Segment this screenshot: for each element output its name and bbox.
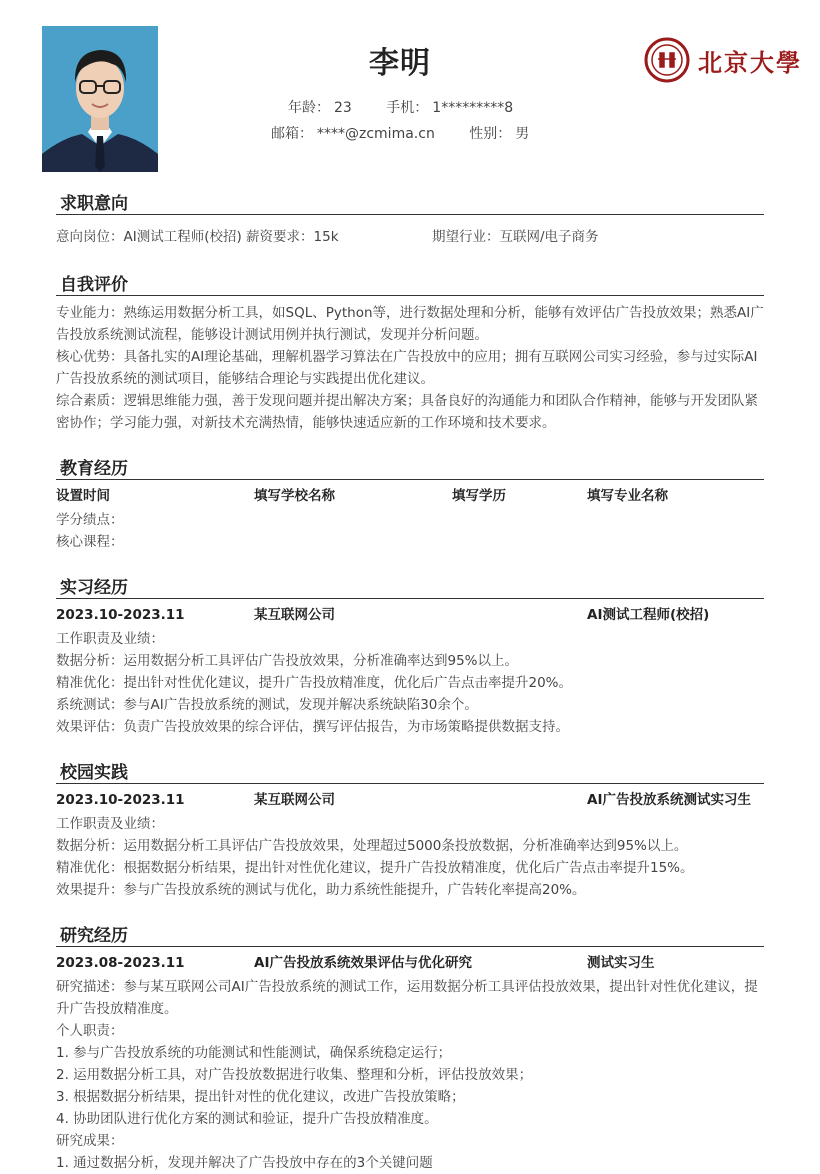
internship-line: 系统测试：参与AI广告投放系统的测试，发现并解决系统缺陷30余个。 bbox=[56, 697, 478, 713]
internship-line: 数据分析：运用数据分析工具评估广告投放效果，分析准确率达到95%以上。 bbox=[56, 653, 519, 669]
age-value: 23 bbox=[334, 100, 352, 116]
internship-role: AI测试工程师(校招) bbox=[587, 607, 710, 623]
gender-label: 性别： bbox=[469, 126, 512, 142]
research-description: 研究描述：参与某互联网公司AI广告投放系统的测试工作，运用数据分析工具评估投放效果，提出针对性优化建议，提升广告投放精准度。 bbox=[56, 979, 758, 1017]
campus-role: AI广告投放系统测试实习生 bbox=[587, 792, 751, 808]
section-title-campus: 校园实践 bbox=[60, 763, 128, 783]
internship-company: 某互联网公司 bbox=[254, 607, 335, 623]
research-line: 个人职责： bbox=[56, 1023, 124, 1039]
internship-line: 精准优化：提出针对性优化建议，提升广告投放精准度，优化后广告点击率提升20%。 bbox=[56, 675, 573, 691]
internship-line: 工作职责及业绩： bbox=[56, 631, 164, 647]
education-courses: 核心课程： bbox=[56, 534, 124, 550]
profile-photo bbox=[42, 26, 158, 172]
phone-value: 1*********8 bbox=[432, 100, 514, 116]
campus-line: 效果提升：参与广告投放系统的测试与优化，助力系统性能提升，广告转化率提高20%。 bbox=[56, 882, 586, 898]
job-industry-line: 期望行业：互联网/电子商务 bbox=[432, 229, 599, 245]
section-divider bbox=[56, 295, 764, 296]
research-line: 4. 协助团队进行优化方案的测试和验证，提升广告投放精准度。 bbox=[56, 1111, 438, 1127]
research-line: 3. 根据数据分析结果，提出针对性的优化建议，改进广告投放策略； bbox=[56, 1089, 465, 1105]
self-eval-paragraph: 综合素质：逻辑思维能力强，善于发现问题并提出解决方案；具备良好的沟通能力和团队合作精神，能够与开发团队紧密协作；学习能力强，对新技术充满热情，能够快速适应新的工作环境和技术要求。 bbox=[56, 393, 758, 431]
section-title-education: 教育经历 bbox=[60, 459, 128, 479]
job-position-line: 意向岗位：AI测试工程师(校招) 薪资要求：15k bbox=[56, 229, 339, 245]
education-degree: 填写学历 bbox=[452, 488, 506, 504]
research-line: 2. 运用数据分析工具，对广告投放数据进行收集、整理和分析，评估投放效果； bbox=[56, 1067, 533, 1083]
campus-date: 2023.10-2023.11 bbox=[56, 792, 185, 808]
research-date: 2023.08-2023.11 bbox=[56, 955, 185, 971]
age-label: 年龄： bbox=[288, 100, 330, 116]
email-value: ****@zcmima.cn bbox=[317, 126, 435, 142]
section-title-research: 研究经历 bbox=[60, 926, 128, 946]
research-line: 1. 参与广告投放系统的功能测试和性能测试，确保系统稳定运行； bbox=[56, 1045, 452, 1061]
self-eval-paragraph: 专业能力：熟练运用数据分析工具，如SQL、Python等，进行数据处理和分析，能够有效评估广告投放效果；熟悉AI广告投放系统测试流程，能够设计测试用例并执行测试，发现并分析问题。 bbox=[56, 305, 764, 343]
research-line: 研究成果： bbox=[56, 1133, 124, 1149]
info-row-2 bbox=[271, 123, 529, 143]
campus-line: 数据分析：运用数据分析工具评估广告投放效果，处理超过5000条投放数据，分析准确率达到95%以上。 bbox=[56, 838, 688, 854]
self-eval-paragraph: 核心优势：具备扎实的AI理论基础，理解机器学习算法在广告投放中的应用；拥有互联网公司实习经验，参与过实际AI广告投放系统的测试项目，能够结合理论与实践提出优化建议。 bbox=[56, 349, 758, 387]
internship-line: 效果评估：负责广告投放效果的综合评估，撰写评估报告，为市场策略提供数据支持。 bbox=[56, 719, 569, 735]
section-title-self-eval: 自我评价 bbox=[60, 275, 128, 295]
education-school: 填写学校名称 bbox=[254, 488, 335, 504]
university-seal-icon bbox=[644, 37, 690, 83]
section-divider bbox=[56, 214, 764, 215]
section-divider bbox=[56, 783, 764, 784]
internship-date: 2023.10-2023.11 bbox=[56, 607, 185, 623]
education-time: 设置时间 bbox=[56, 488, 110, 504]
phone-label: 手机： bbox=[386, 100, 429, 116]
info-row-1 bbox=[288, 97, 513, 117]
section-divider bbox=[56, 598, 764, 599]
education-gpa: 学分绩点： bbox=[56, 512, 124, 528]
research-project: AI广告投放系统效果评估与优化研究 bbox=[254, 955, 472, 971]
research-role: 测试实习生 bbox=[587, 955, 655, 971]
campus-company: 某互联网公司 bbox=[254, 792, 335, 808]
education-major: 填写专业名称 bbox=[587, 488, 668, 504]
section-divider bbox=[56, 479, 764, 480]
gender-value: 男 bbox=[515, 126, 530, 142]
candidate-name: 李明 bbox=[369, 46, 431, 81]
section-title-internship: 实习经历 bbox=[60, 578, 128, 598]
email-label: 邮箱： bbox=[271, 126, 313, 142]
campus-line: 精准优化：根据数据分析结果，提出针对性优化建议，提升广告投放精准度，优化后广告点击率提升15%。 bbox=[56, 860, 694, 876]
campus-line: 工作职责及业绩： bbox=[56, 816, 164, 832]
university-logo bbox=[644, 36, 802, 84]
university-logo-text: 北京大學 bbox=[698, 47, 802, 77]
section-title-job-intent: 求职意向 bbox=[60, 194, 128, 214]
research-line: 1. 通过数据分析，发现并解决了广告投放中存在的3个关键问题 bbox=[56, 1155, 433, 1171]
section-divider bbox=[56, 946, 764, 947]
